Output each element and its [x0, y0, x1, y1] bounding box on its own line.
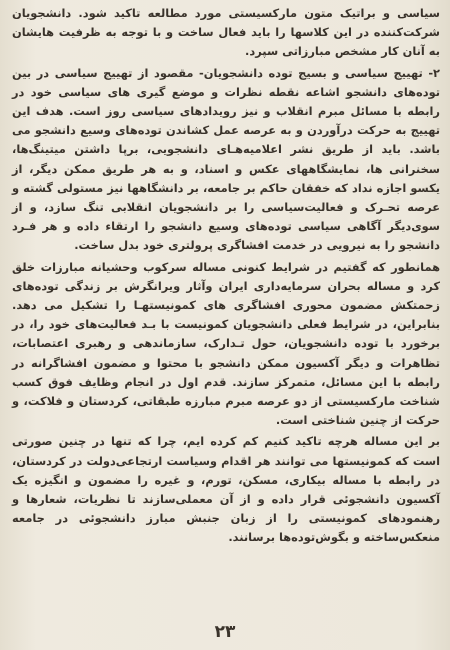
paragraph: بر این مساله هرچه تاکید کنیم کم کرده ایم، چرا که تنها در چنین صورتی است که کمونیستها می توانند هر اقدام وسیاست ارتجاعی‌دولت در کردستان، در رابطه با مساله بیکاری، مسکن، تورم، و غیره را مضمون و انگیزه یک آکسیون دانشجوئی قرار داده و از آن معملی‌سازند تا نظریات، شعارها و رهنمودهای کمونیستی را از زبان جنبش مبارز دانشجوئی در جامعه منعکس‌ساخته و بگوش‌توده‌ها برسانند.	[12, 434, 440, 545]
paragraph: سیاسی و براتیک متون مارکسیستی مورد مطالعه تاکید شود. دانشجویان شرکت‌کننده در این کلاسها را باید فعال ساخت و با توجه به ظرفیت هایشان به آنان کار مشخص مبارزاتی سپرد.	[12, 6, 440, 59]
paragraph: همانطور که گفتیم در شرایط کنونی مساله سرکوب وحشیانه مبارزات خلق کرد و مساله بحران سرمایه‌داری ایران وآثار ویرانگرش بر زندگی توده‌های زحمتکش مضمون محوری افشاگری های کمونیستهـا را تشکیل می دهد. بنابراین، در شرایط فعلی دانشجویان کمونیست با بـد فعالیت‌های خود را، در برخورد با توده دانشجویان، حول تـدارک، سازماندهی و رهبری اعتصابات، تظاهرات و دیگر آکسیون ممکن دانشجو با محتوا و مضمون افشاگرانه در رابطه با این مسائل، متمرکز سازند. قدم اول در انجام وظایف فوق کسب شناخت مارکسیستی از دو عرصه مبرم مبارزه طبقاتی، کردستان و فلاکت، و حرکت از چنین شناختی است.	[12, 259, 440, 428]
body-text	[12, 4, 440, 548]
paragraph: ۲- تهییج سیاسی و بسیج توده دانشجویان- مقصود از تهییج سیاسی در بین توده‌های دانشجو اشاعه نقطه نظرات و موضع گیری های سیاسی خود در رابطه با مسائل مبرم انقلاب و نیز رویدادهای سیاسی روز است. هدف این تهییج به حرکت درآوردن و به عرصه عمل کشاندن توده‌های وسیع دانشجو می باشد. باید از طریق نشر اعلامیه‌هـای دانشجویی، برپا داشتن میتینگ‌ها، سخنرانی ها، نمایشگاههای عکس و اسناد، و به هر طریق ممکن دیگر، از یکسو اجازه نداد که خفقان حاکم بر جامعه، بر دانشگاهها نیز مستولی گشته و عرصه تحـرک و فعالیت‌سیاسی را بر دانشجویان انقلابی تنگ‌ سازد، و از سوی‌دیگر آگاهی سیاسی توده‌های وسیع دانشجو را ارتقاء داده و هر فـرد دانشجو را به نیرویی در خدمت افشاگری پرولتری خود بدل ساخت.	[12, 65, 440, 253]
page-number: ۲۳	[214, 622, 236, 642]
